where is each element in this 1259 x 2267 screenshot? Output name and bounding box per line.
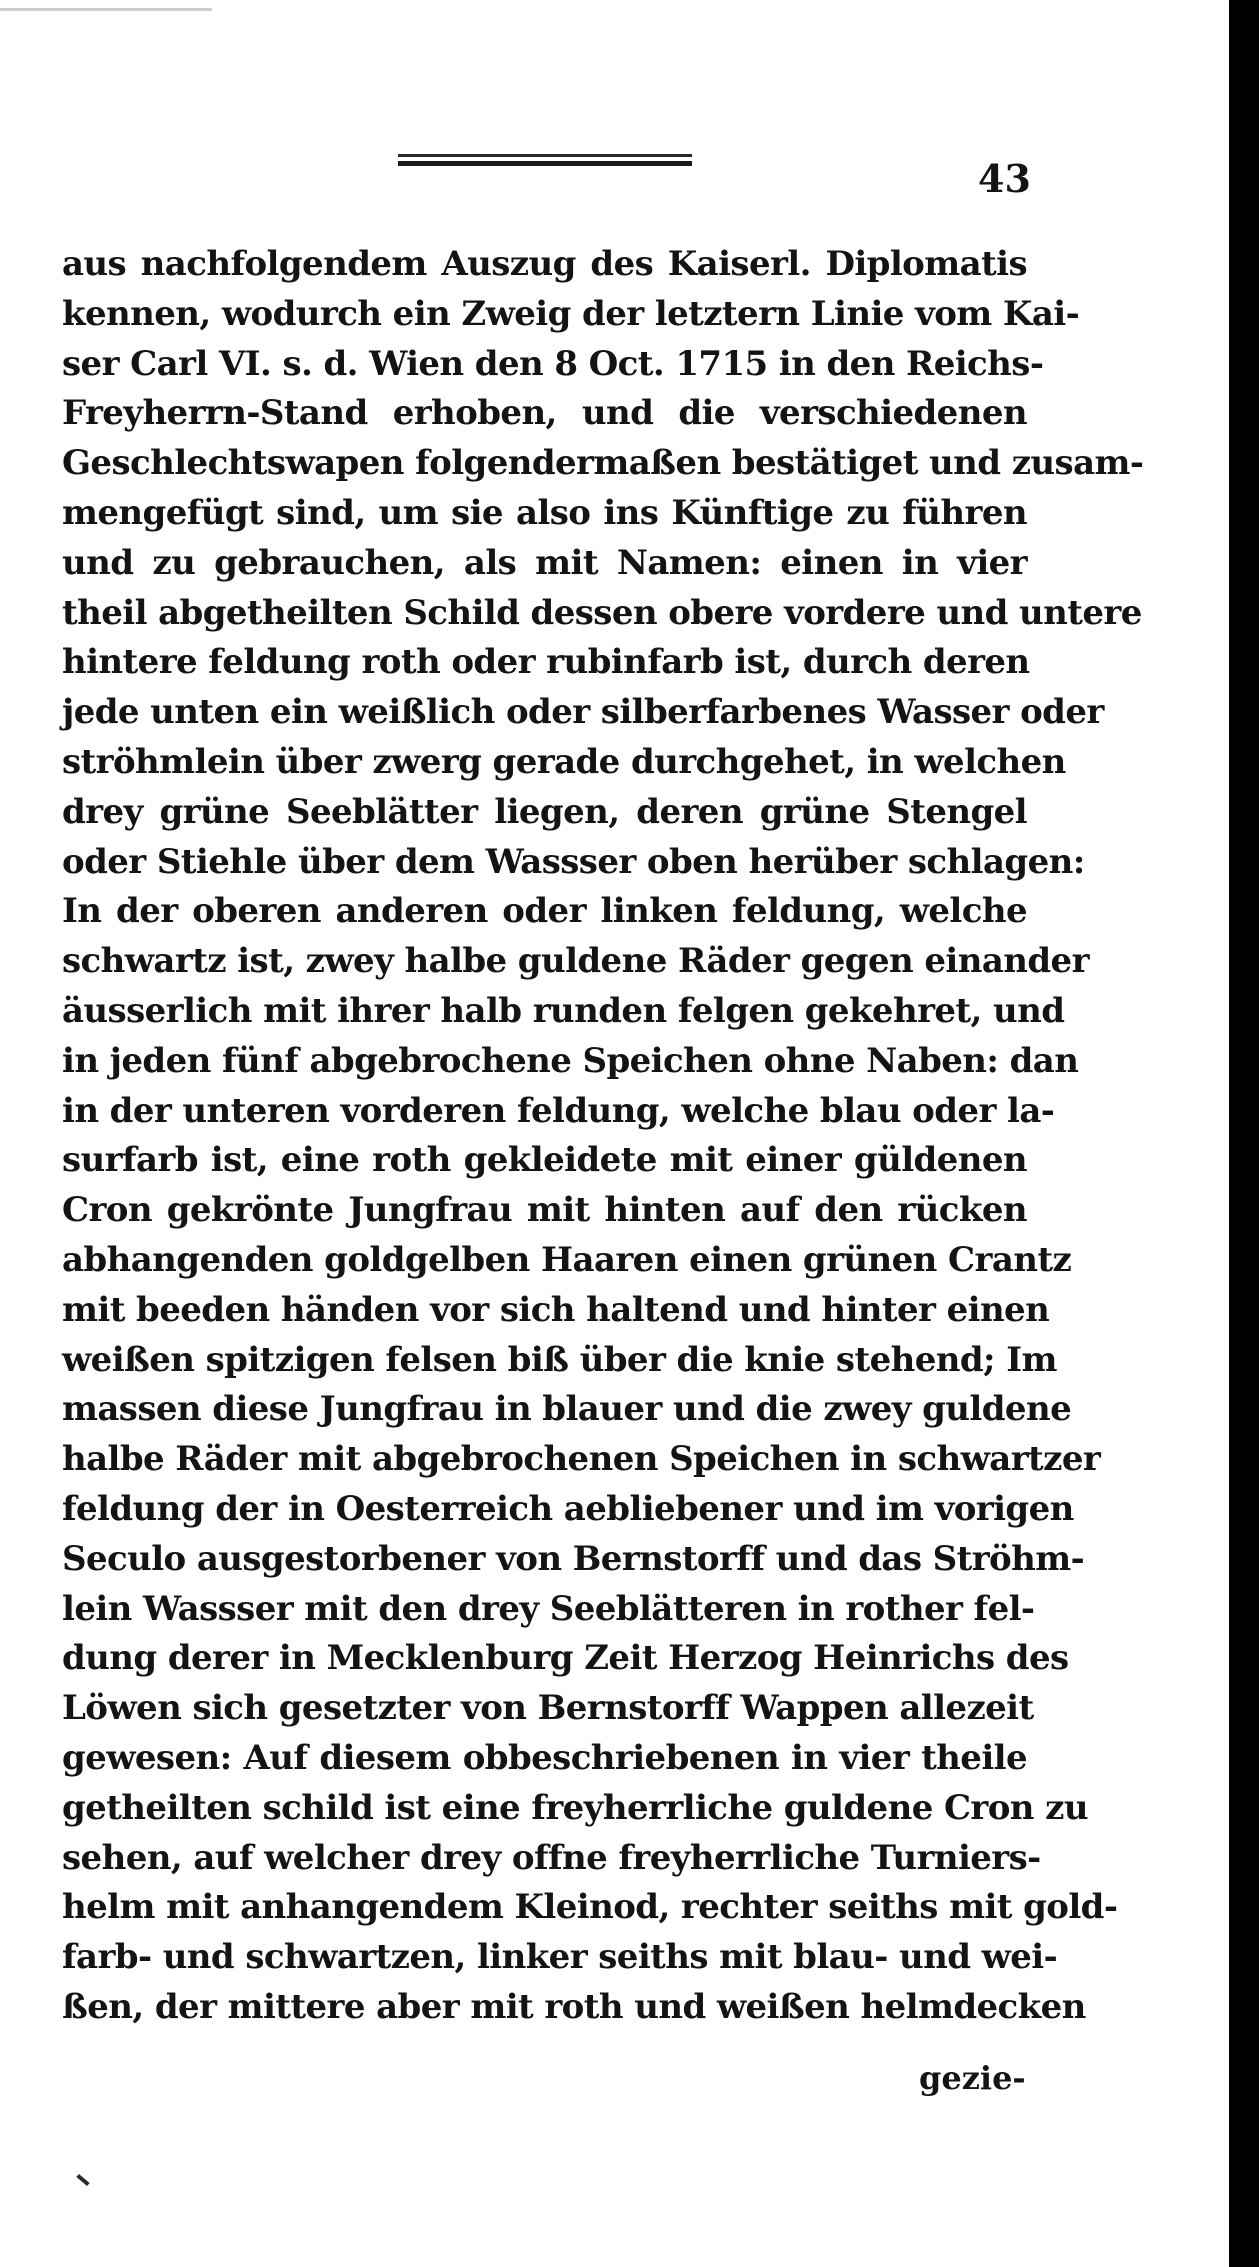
page-edge-shadow bbox=[1229, 0, 1259, 2267]
text-line: äusserlich mit ihrer halb runden felgen gekehret, und bbox=[62, 990, 1065, 1031]
text-line: schwartz ist, zwey halbe guldene Räder gegen einander bbox=[62, 941, 1089, 982]
text-line: ströhmlein über zwerg gerade durchgehet, in welchen bbox=[62, 741, 1066, 782]
text-line: Löwen sich gesetzter von Bernstorff Wappen allezeit bbox=[62, 1688, 1034, 1729]
text-line: ser Carl VI. s. d. Wien den 8 Oct. 1715 in den Reichs- bbox=[62, 343, 1044, 384]
text-line: jede unten ein weißlich oder silberfarbenes Wasser oder bbox=[62, 692, 1104, 733]
text-line: getheilten schild ist eine freyherrliche guldene Cron zu bbox=[62, 1787, 1088, 1828]
text-line: in der unteren vorderen feldung, welche blau oder la- bbox=[62, 1090, 1055, 1131]
text-line: mit beeden händen vor sich haltend und hinter einen bbox=[62, 1289, 1050, 1330]
text-line: kennen, wodurch ein Zweig der letztern Linie vom Kai- bbox=[62, 293, 1080, 334]
text-line: lein Wassser mit den drey Seeblätteren in rother fel- bbox=[62, 1588, 1035, 1629]
text-line: helm mit anhangendem Kleinod, rechter seiths mit gold- bbox=[62, 1887, 1118, 1928]
text-line: aus nachfolgendem Auszug des Kaiserl. Diplomatis bbox=[62, 244, 1027, 284]
text-line: sehen, auf welcher drey offne freyherrliche Turniers- bbox=[62, 1837, 1041, 1878]
top-left-rule bbox=[0, 8, 212, 11]
text-line: und zu gebrauchen, als mit Namen: einen in vier bbox=[62, 542, 1027, 583]
header-rule-line bbox=[398, 154, 692, 157]
text-line: in jeden fünf abgebrochene Speichen ohne Naben: dan bbox=[62, 1040, 1079, 1081]
text-line: feldung der in Oesterreich aebliebener und im vorigen bbox=[62, 1488, 1074, 1529]
text-line: weißen spitzigen felsen biß über die knie stehend; Im bbox=[62, 1339, 1057, 1380]
text-line: mengefügt sind, um sie also ins Künftige zu führen bbox=[62, 492, 1027, 533]
ink-mark bbox=[76, 2174, 89, 2186]
text-line: oder Stiehle über dem Wassser oben herüber schlagen: bbox=[62, 841, 1085, 882]
text-line: abhangenden goldgelben Haaren einen grünen Crantz bbox=[62, 1239, 1072, 1280]
text-line: hintere feldung roth oder rubinfarb ist, durch deren bbox=[62, 642, 1030, 683]
text-line: gewesen: Auf diesem obbeschriebenen in vier theile bbox=[62, 1737, 1027, 1778]
text-line: ßen, der mittere aber mit roth und weißen helmdecken bbox=[62, 1986, 1086, 2027]
page-number: 43 bbox=[978, 156, 1031, 201]
text-line: halbe Räder mit abgebrochenen Speichen in schwartzer bbox=[62, 1439, 1101, 1480]
text-line: massen diese Jungfrau in blauer und die zwey guldene bbox=[62, 1389, 1072, 1430]
text-line: surfarb ist, eine roth gekleidete mit einer güldenen bbox=[62, 1140, 1027, 1181]
header-rule bbox=[398, 154, 692, 170]
text-line: drey grüne Seeblätter liegen, deren grüne Stengel bbox=[62, 791, 1027, 832]
header-rule-line bbox=[398, 161, 692, 166]
text-line: dung derer in Mecklenburg Zeit Herzog Heinrichs des bbox=[62, 1638, 1069, 1679]
text-line: Geschlechtswapen folgendermaßen bestätiget und zusam- bbox=[62, 443, 1144, 484]
text-line: farb- und schwartzen, linker seiths mit blau- und wei- bbox=[62, 1937, 1058, 1978]
text-line: In der oberen anderen oder linken feldung, welche bbox=[62, 891, 1027, 932]
body-text bbox=[62, 240, 1144, 2033]
text-line: theil abgetheilten Schild dessen obere vordere und untere bbox=[62, 592, 1142, 633]
catchword: gezie- bbox=[919, 2059, 1026, 2097]
text-line: Cron gekrönte Jungfrau mit hinten auf den rücken bbox=[62, 1190, 1027, 1231]
text-line: Seculo ausgestorbener von Bernstorff und das Ströhm- bbox=[62, 1538, 1085, 1579]
text-line: Freyherrn-Stand erhoben, und die verschiedenen bbox=[62, 393, 1027, 434]
